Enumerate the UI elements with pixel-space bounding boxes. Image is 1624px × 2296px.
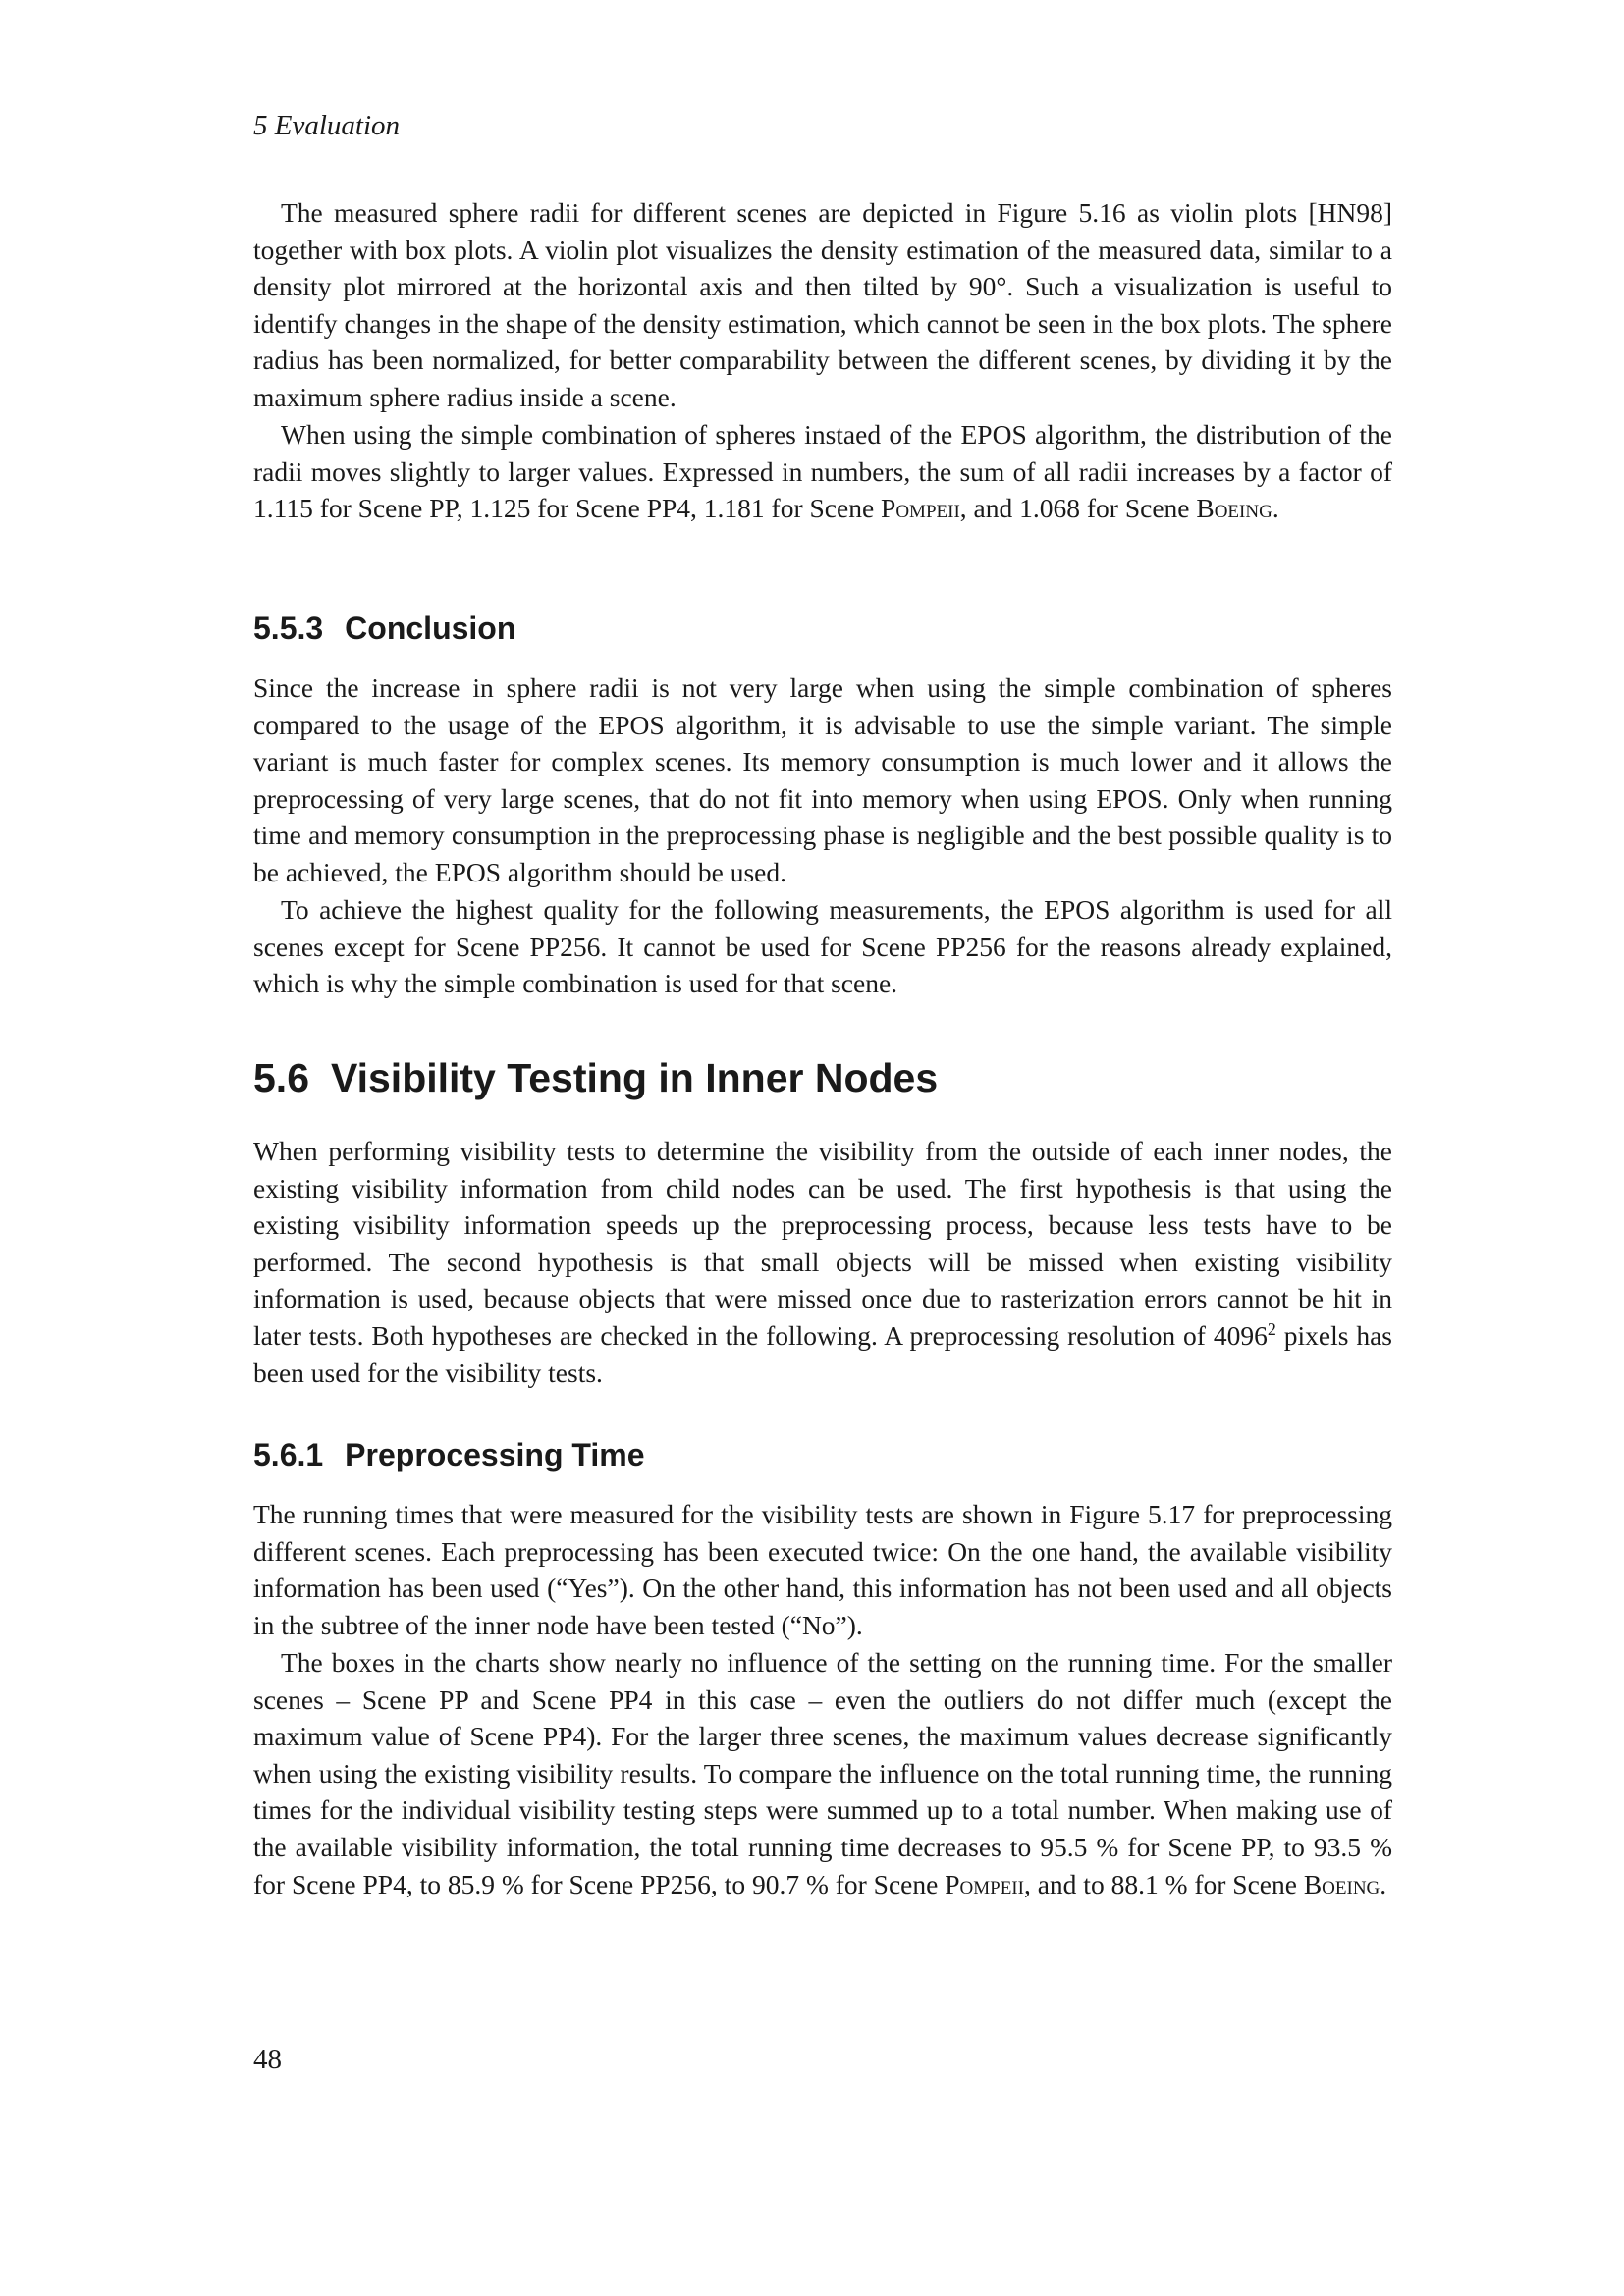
- text-run: .: [1272, 493, 1279, 524]
- paragraph-running-times: The running times that were measured for the visibility tests are shown in Figure 5.17 for preprocessing different scenes. Each preprocessing has been executed twice: On the one hand, the available visibility information has been used (“Yes”). On the other hand, this information has not been used and all objects in the subtree of the inner node have been tested (“No”).: [253, 1499, 1392, 1640]
- section-title: Preprocessing Time: [345, 1437, 645, 1472]
- section-title: Conclusion: [345, 611, 516, 646]
- page-number: 48: [253, 2044, 282, 2075]
- paragraph-hypotheses: [253, 1133, 1392, 1391]
- paragraph-violin-plots: The measured sphere radii for different scenes are depicted in Figure 5.16 as violin plots [HN98] together with box plots. A violin plot visualizes the density estimation of the measured data, similar to a density plot mirrored at the horizontal axis and then tilted by 90°. Such a visualization is useful to identify changes in the shape of the density estimation, which cannot be seen in the box plots. The sphere radius has been normalized, for better comparability between the different scenes, by dividing it by the maximum sphere radius inside a scene.: [253, 197, 1392, 412]
- text-run: When using the simple combination of spheres instaed of the EPOS algorithm, the distribution of the radii moves slightly to larger values. Expressed in numbers, the sum of all radii increases by a factor of 1.115 for Scene PP, 1.125 for Scene PP4, 1.181 for Scene: [253, 419, 1392, 524]
- section-number: 5.5.3: [253, 611, 324, 646]
- section-number: 5.6: [253, 1055, 309, 1100]
- paragraph-highest-quality: To achieve the highest quality for the following measurements, the EPOS algorithm is used for all scenes except for Scene PP256. It cannot be used for Scene PP256 for the reasons already explained, which is why the simple combination is used for that scene.: [253, 894, 1392, 999]
- text-run: , and 1.068 for Scene: [959, 493, 1197, 524]
- scene-name-pompeii: Pompeii: [881, 493, 960, 524]
- section-number: 5.6.1: [253, 1437, 324, 1472]
- section-heading-5-6-1: [253, 1435, 644, 1474]
- text-run: The boxes in the charts show nearly no influence of the setting on the running time. For the smaller scenes – Scene PP and Scene PP4 in this case – even the outliers do not differ much (except the maximum value of Scene PP4). For the larger three scenes, the maximum values decrease significantly when using the existing visibility results. To compare the influence on the total running time, the running times for the individual visibility testing steps were summed up to a total number. When making use of the available visibility information, the total running time decreases to 95.5 % for Scene PP, to 93.5 % for Scene PP4, to 85.9 % for Scene PP256, to 90.7 % for Scene: [253, 1647, 1392, 1899]
- paragraph-conclusion: Since the increase in sphere radii is not very large when using the simple combination of spheres compared to the usage of the EPOS algorithm, it is advisable to use the simple variant. The simple variant is much faster for complex scenes. Its memory consumption is much lower and it allows the preprocessing of very large scenes, that do not fit into memory when using EPOS. Only when running time and memory consumption in the preprocessing phase is negligible and the best possible quality is to be achieved, the EPOS algorithm should be used.: [253, 672, 1392, 887]
- section-heading-5-5-3: [253, 609, 515, 648]
- paragraph-radii-distribution: [253, 416, 1392, 527]
- section-heading-5-6: [253, 1053, 938, 1102]
- section-title: Visibility Testing in Inner Nodes: [331, 1055, 939, 1100]
- text-run: .: [1380, 1868, 1387, 1899]
- running-header: 5 Evaluation: [253, 110, 401, 141]
- paragraph-box-influence: [253, 1644, 1392, 1902]
- text-run: When performing visibility tests to determine the visibility from the outside of each inner nodes, the existing visibility information from child nodes can be used. The first hypothesis is that using the existing visibility information speeds up the preprocessing process, because less tests have to be performed. The second hypothesis is that small objects will be missed when existing visibility information is used, because objects that were missed once due to rasterization errors cannot be hit in later tests. Both hypotheses are checked in the following. A preprocessing resolution of 4096: [253, 1136, 1392, 1351]
- scene-name-boeing: Boeing: [1196, 493, 1272, 524]
- scene-name-pompeii: Pompeii: [945, 1868, 1024, 1899]
- text-run: , and to 88.1 % for Scene: [1023, 1868, 1304, 1899]
- scene-name-boeing: Boeing: [1303, 1868, 1380, 1899]
- text-run: pixels has been used for the visibility tests.: [253, 1319, 1392, 1388]
- superscript: 2: [1267, 1318, 1276, 1339]
